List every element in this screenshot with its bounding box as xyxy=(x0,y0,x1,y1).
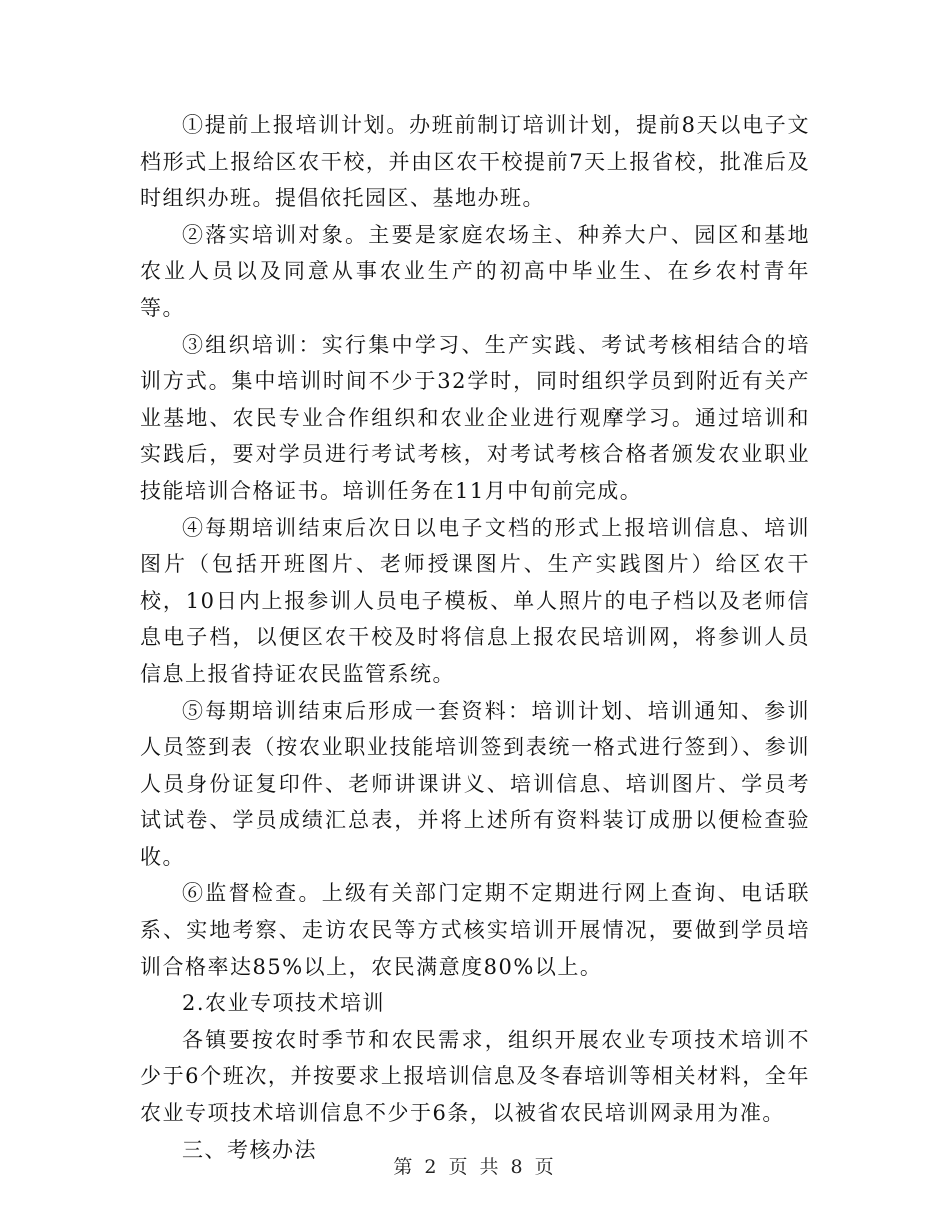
document-body xyxy=(140,107,810,1168)
paragraph-submit-plan: ①提前上报培训计划。办班前制订培训计划，提前8天以电子文档形式上报给区农干校，并由区农干校提前7天上报省校，批准后及时组织办班。提倡依托园区、基地办班。 xyxy=(140,113,810,211)
paragraph-special-training: 各镇要按农时季节和农民需求，组织开展农业专项技术培训不少于6个班次，并按要求上报培训信息及冬春培训等相关材料，全年农业专项技术培训信息不少于6条，以被省农民培训网录用为准。 xyxy=(140,1027,810,1126)
paragraph-organize-training: ③组织培训：实行集中学习、生产实践、考试考核相结合的培训方式。集中培训时间不少于32学时，同时组织学员到附近有关产业基地、农民专业合作组织和农业企业进行观摩学习。通过培训和实践后，要对学员进行考试考核，对考试考核合格者颁发农业职业技能培训合格证书。培训任务在11月中旬前完成。 xyxy=(140,332,810,503)
section-heading-assessment: 三、考核办法 xyxy=(182,1137,317,1162)
paragraph-training-targets: ②落实培训对象。主要是家庭农场主、种养大户、园区和基地农业人员以及同意从事农业生产的初高中毕业生、在乡农村青年等。 xyxy=(140,222,810,320)
section-heading-special-training: 2.农业专项技术培训 xyxy=(182,991,386,1016)
page-footer: 第 2 页 共 8 页 xyxy=(393,1156,557,1178)
paragraph-report-info: ④每期培训结束后次日以电子文档的形式上报培训信息、培训图片（包括开班图片、老师授课图片、生产实践图片）给区农干校，10日内上报参训人员电子模板、单人照片的电子档以及老师信息电子档，以便区农干校及时将信息上报农民培训网，将参训人员信息上报省持证农民监管系统。 xyxy=(140,515,810,686)
paragraph-supervision: ⑥监督检查。上级有关部门定期不定期进行网上查询、电话联系、实地考察、走访农民等方式核实培训开展情况，要做到学员培训合格率达85%以上，农民满意度80%以上。 xyxy=(140,881,810,979)
paragraph-materials: ⑤每期培训结束后形成一套资料：培训计划、培训通知、参训人员签到表（按农业职业技能培训签到表统一格式进行签到）、参训人员身份证复印件、老师讲课讲义、培训信息、培训图片、学员考试试卷、学员成绩汇总表，并将上述所有资料装订成册以便检查验收。 xyxy=(140,698,810,869)
